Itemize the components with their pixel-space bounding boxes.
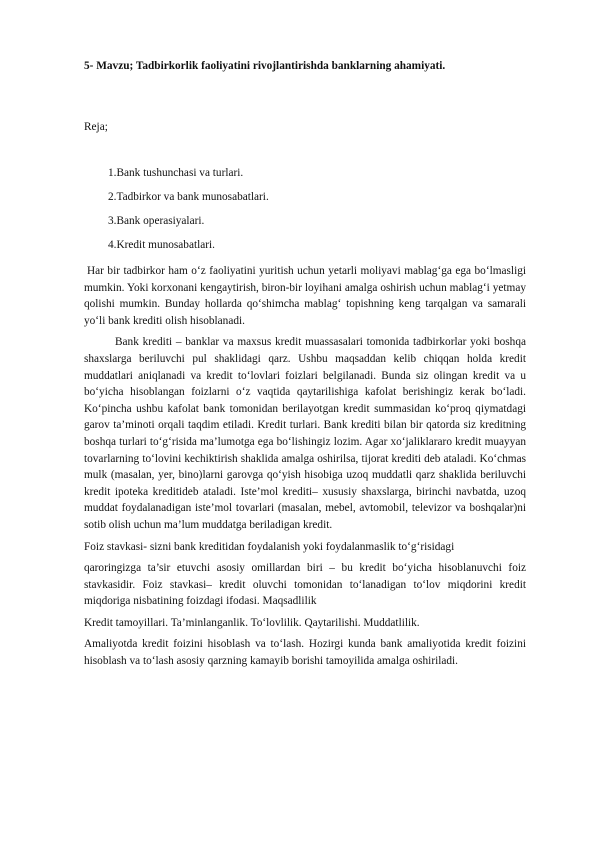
plan-heading: Reja; xyxy=(84,121,108,133)
paragraph-intro: Har bir tadbirkor ham o‘z faoliyatini yuritish uchun yetarli moliyavi mablag‘ga ega bo‘lmasligi mumkin. Yoki korxonani kengaytirish, biron-bir loyihani amalga oshirish uchun mablag‘i yetmay qolishi mumkin. Bunday hollarda qo‘shimcha mablag‘ topishning keng tarqalgan va samarali yo‘li bank krediti olish hisoblanadi. xyxy=(84,265,526,327)
plan-item: 3.Bank operasiyalari. xyxy=(108,215,205,227)
paragraph-credit-principles: Kredit tamoyillari. Ta’minlanganlik. To‘lovlilik. Qaytarilishi. Muddatlilik. xyxy=(84,616,420,629)
plan-item: 2.Tadbirkor va bank munosabatlari. xyxy=(108,191,269,203)
paragraph-interest-rate-cont: qaroringizga ta’sir etuvchi asosiy omillardan biri – bu kredit bo‘yicha hisoblanuvchi foiz stavkasidir. Foiz stavkasi– kredit oluvchi tomonidan to‘lanadigan to‘lov miqdorini kredit miqdoriga nisbatining foizdagi ifodasi. Maqsadlilik xyxy=(84,562,526,608)
paragraph-practice: Amaliyotda kredit foizini hisoblash va to‘lash. Hozirgi kunda bank amaliyotida kredit foizini hisoblash va to‘lash asosiy qarzning kamayib borishi tamoyilida amalga oshiriladi. xyxy=(84,638,526,668)
page-title: 5- Mavzu; Tadbirkorlik faoliyatini rivojlantirishda banklarning ahamiyati. xyxy=(84,60,446,72)
paragraph-bank-credit: Bank krediti – banklar va maxsus kredit muassasalari tomonida tadbirkorlar yoki boshqa shaxslarga beriluvchi pul shaklidagi qarz. Ushbu maqsaddan kelib chiqqan holda kredit muddatlari aniqlanadi va kredit to‘lovlari foizlari belgilanadi. Bunda siz olingan kredit va u bo‘yicha hisoblangan foizlarni o‘z vaqtida qaytarilishiga kafolat berishingiz kerak bo‘ladi. Ko‘pincha ushbu kafolat bank tomonidan berilayotgan kredit summasidan ko‘proq qiymatdagi garov ta’minoti orqali taqdim etiladi. Kredit turlari. Bank krediti bilan bir qatorda siz kreditning boshqa turlari to‘g‘risida ma’lumotga ega bo‘lishingiz lozim. Agar xo‘jaliklararo kredit muayyan tovarlarning to‘lovini kechiktirish shaklida amalga oshirilsa, tijorat krediti deb ataladi. Ko‘chmas mulk (masalan, yer, bino)larni garovga qo‘yish hisobiga uzoq muddatli qarz shaklida beriluvchi kredit ipoteka kreditideb ataladi. Iste’mol krediti– xususiy shaxslarga, birinchi navbatda, uzoq muddat foydalanadigan iste’mol tovarlari (masalan, mebel, avtomobil, televizor va boshqalar)ni sotib olish uchun ma’lum muddatga beriladigan kredit. xyxy=(84,336,526,531)
plan-item: 4.Kredit munosabatlari. xyxy=(108,239,215,251)
plan-item: 1.Bank tushunchasi va turlari. xyxy=(108,167,244,179)
paragraph-interest-rate: Foiz stavkasi- sizni bank kreditidan foydalanish yoki foydalanmaslik to‘g‘risidagi xyxy=(84,540,455,553)
plan-list xyxy=(108,165,269,261)
body-text xyxy=(84,263,526,675)
